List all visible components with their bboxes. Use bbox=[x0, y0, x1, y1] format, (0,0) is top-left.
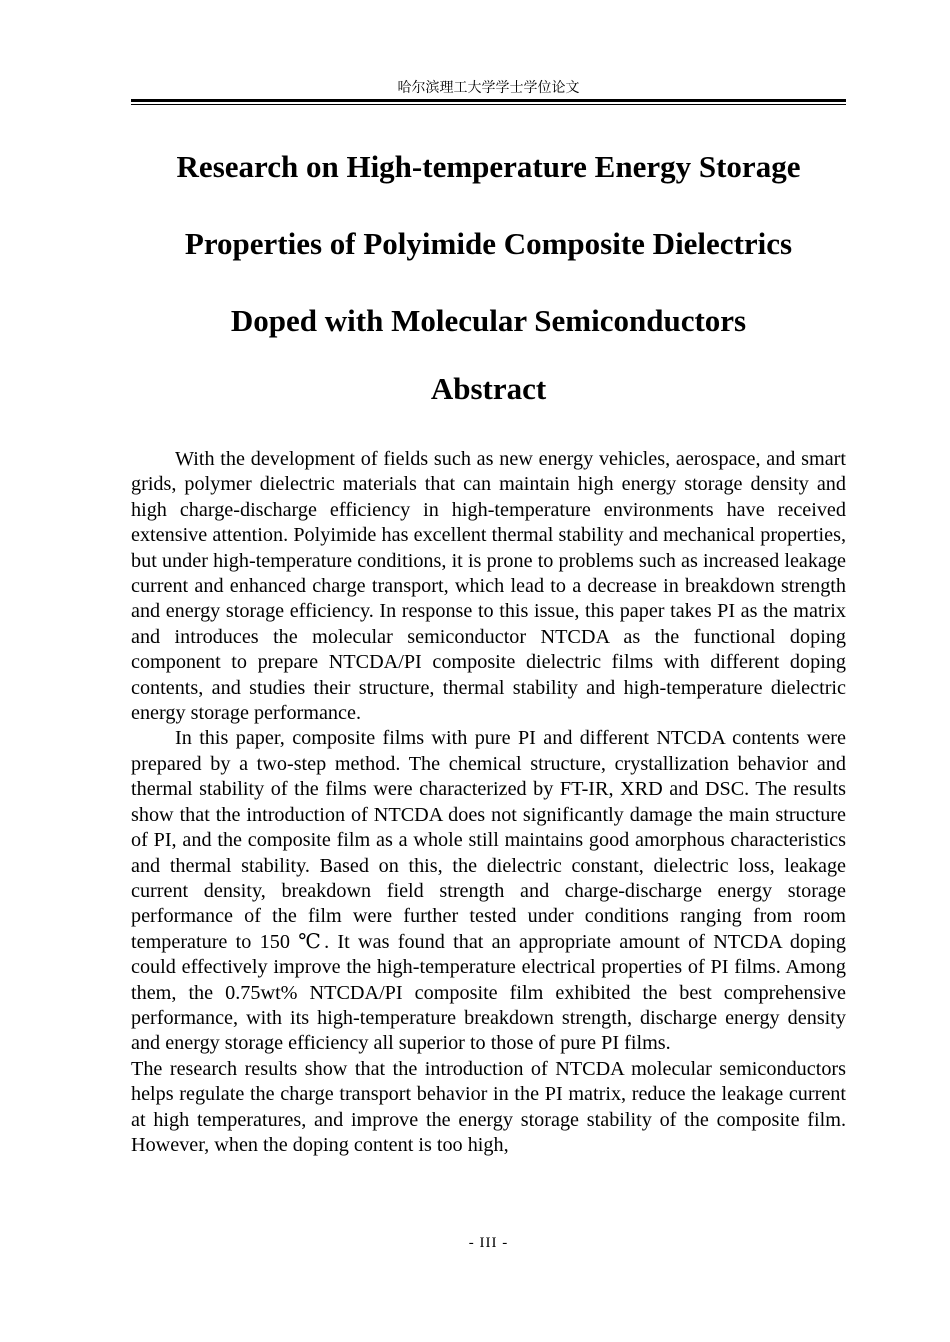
abstract-paragraph-1: With the development of fields such as new energy vehicles, aerospace, and smart grids, polymer dielectric materials that can maintain high energy storage density and high charge-discharge efficiency in high-temperature environments have received extensive attention. Polyimide has excellent thermal stability and mechanical properties, but under high-temperature conditions, it is prone to problems such as increased leakage current and enhanced charge transport, which lead to a decrease in breakdown strength and energy storage efficiency. In response to this issue, this paper takes PI as the matrix and introduces the molecular semiconductor NTCDA as the functional doping component to prepare NTCDA/PI composite dielectric films with different doping contents, and studies their structure, thermal stability and high-temperature dielectric energy storage performance. bbox=[131, 448, 846, 725]
title-line-3: Doped with Molecular Semiconductors bbox=[230, 303, 747, 338]
page-number: - III - bbox=[468, 1235, 509, 1251]
title-line-1: Research on High-temperature Energy Storage bbox=[176, 149, 801, 184]
abstract-heading: Abstract bbox=[430, 371, 547, 406]
abstract-paragraph-3: The research results show that the introduction of NTCDA molecular semiconductors helps regulate the charge transport behavior in the PI matrix, reduce the leakage current at high temperatures, and improve the energy storage stability of the composite film. However, when the doping content is too high, bbox=[131, 1057, 846, 1156]
header-rule-thin bbox=[131, 104, 846, 105]
title-line-2: Properties of Polyimide Composite Dielectrics bbox=[184, 226, 793, 261]
running-header: 哈尔滨理工大学学士学位论文 bbox=[397, 80, 580, 96]
abstract-paragraph-2: In this paper, composite films with pure PI and different NTCDA contents were prepared by a two-step method. The chemical structure, crystallization behavior and thermal stability of the films were characterized by FT-IR, XRD and DSC. The results show that the introduction of NTCDA does not significantly damage the main structure of PI, and the composite film as a whole still maintains good amorphous characteristics and thermal stability. Based on this, the dielectric constant, dielectric loss, leakage current density, breakdown field strength and charge-discharge energy storage performance of the film were further tested under conditions ranging from room temperature to 150 ℃. It was found that an appropriate amount of NTCDA doping could effectively improve the high-temperature electrical properties of PI films. Among them, the 0.75wt% NTCDA/PI composite film exhibited the best comprehensive performance, with its high-temperature breakdown strength, discharge energy density and energy storage efficiency all superior to those of pure PI films. bbox=[131, 727, 846, 1055]
abstract-body bbox=[131, 447, 846, 1158]
header-rule-thick bbox=[131, 99, 846, 102]
thesis-title bbox=[131, 128, 846, 359]
